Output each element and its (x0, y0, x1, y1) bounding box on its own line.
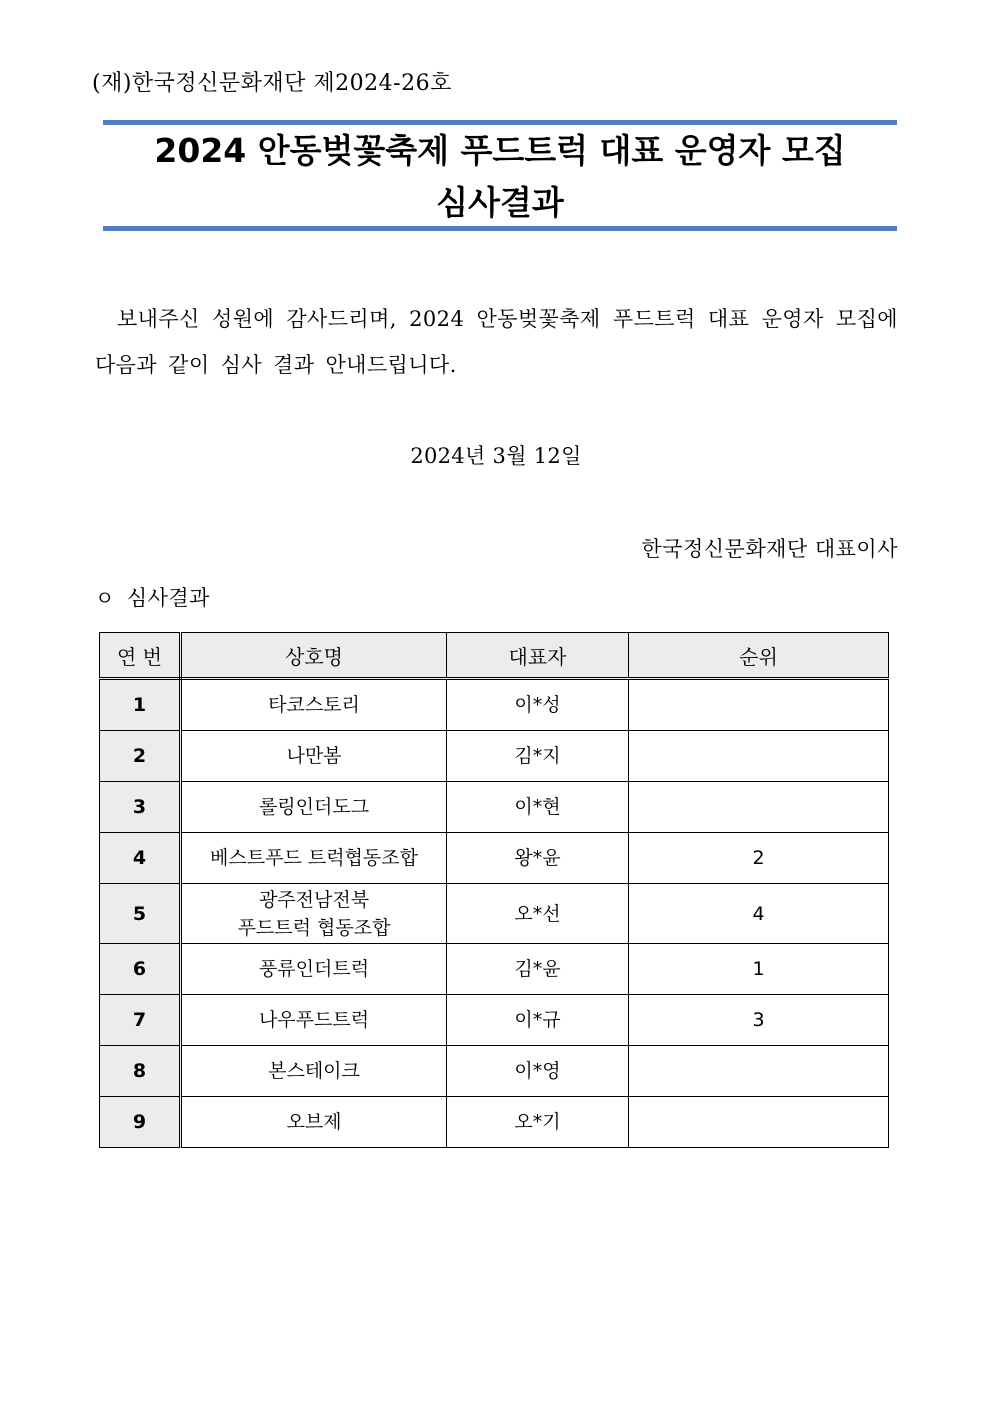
representative: 이*규 (447, 995, 629, 1046)
header-name: 상호명 (181, 633, 447, 679)
table-row (100, 944, 889, 995)
business-name-line: 나만봄 (286, 745, 342, 767)
business-name (181, 833, 447, 884)
rank: 2 (629, 833, 889, 884)
business-name-line: 타코스토리 (268, 694, 360, 716)
representative: 이*성 (447, 679, 629, 731)
header-rank: 순위 (629, 633, 889, 679)
business-name-line: 본스테이크 (268, 1060, 360, 1082)
results-table (99, 632, 889, 1148)
table-row (100, 679, 889, 731)
row-number: 2 (100, 731, 181, 782)
row-number: 5 (100, 884, 181, 944)
business-name-line: 광주전남전북 (258, 888, 370, 911)
row-number: 3 (100, 782, 181, 833)
business-name-line: 나우푸드트럭 (258, 1009, 370, 1031)
representative: 김*윤 (447, 944, 629, 995)
table-header-row (100, 633, 889, 679)
table-row (100, 1097, 889, 1148)
rank (629, 679, 889, 731)
title-bottom-rule (103, 226, 897, 231)
business-name (181, 944, 447, 995)
business-name-line: 롤링인더도그 (258, 796, 370, 818)
rank: 4 (629, 884, 889, 944)
rank (629, 782, 889, 833)
row-number: 7 (100, 995, 181, 1046)
business-name-line: 푸드트럭 협동조합 (237, 916, 391, 939)
representative: 왕*윤 (447, 833, 629, 884)
signer: 한국정신문화재단 대표이사 (641, 537, 898, 561)
rank (629, 731, 889, 782)
table-row (100, 833, 889, 884)
rank: 1 (629, 944, 889, 995)
representative: 오*선 (447, 884, 629, 944)
table-row (100, 1046, 889, 1097)
representative: 김*지 (447, 731, 629, 782)
title-top-rule (103, 120, 897, 125)
row-number: 4 (100, 833, 181, 884)
business-name (181, 884, 447, 944)
row-number: 6 (100, 944, 181, 995)
table-row (100, 995, 889, 1046)
table-row (100, 731, 889, 782)
results-table-body (100, 679, 889, 1148)
row-number: 1 (100, 679, 181, 731)
rank (629, 1046, 889, 1097)
intro-paragraph: 보내주신 성원에 감사드리며, 2024 안동벚꽃축제 푸드트럭 대표 운영자 모집에 다음과 같이 심사 결과 안내드립니다. (95, 307, 898, 377)
business-name (181, 782, 447, 833)
business-name-line: 오브제 (286, 1111, 342, 1133)
representative: 이*현 (447, 782, 629, 833)
issue-date: 2024년 3월 12일 (410, 444, 582, 468)
business-name-line: 풍류인더트럭 (258, 958, 370, 980)
section-heading-label: 심사결과 (126, 586, 210, 610)
section-heading (95, 582, 210, 612)
table-row (100, 884, 889, 944)
header-no: 연 번 (100, 633, 181, 679)
rank: 3 (629, 995, 889, 1046)
business-name (181, 1046, 447, 1097)
row-number: 9 (100, 1097, 181, 1148)
row-number: 8 (100, 1046, 181, 1097)
business-name (181, 995, 447, 1046)
document-subtitle: 심사결과 (436, 183, 564, 222)
representative: 이*영 (447, 1046, 629, 1097)
rank (629, 1097, 889, 1148)
table-row (100, 782, 889, 833)
business-name (181, 679, 447, 731)
document-title: 2024 안동벚꽃축제 푸드트럭 대표 운영자 모집 (154, 131, 846, 170)
business-name (181, 1097, 447, 1148)
representative: 오*기 (447, 1097, 629, 1148)
business-name (181, 731, 447, 782)
business-name-line: 베스트푸드 트럭협동조합 (210, 847, 418, 869)
document-number: (재)한국정신문화재단 제2024-26호 (92, 71, 452, 96)
header-rep: 대표자 (447, 633, 629, 679)
circle-bullet-icon: ㅇ (95, 586, 115, 610)
